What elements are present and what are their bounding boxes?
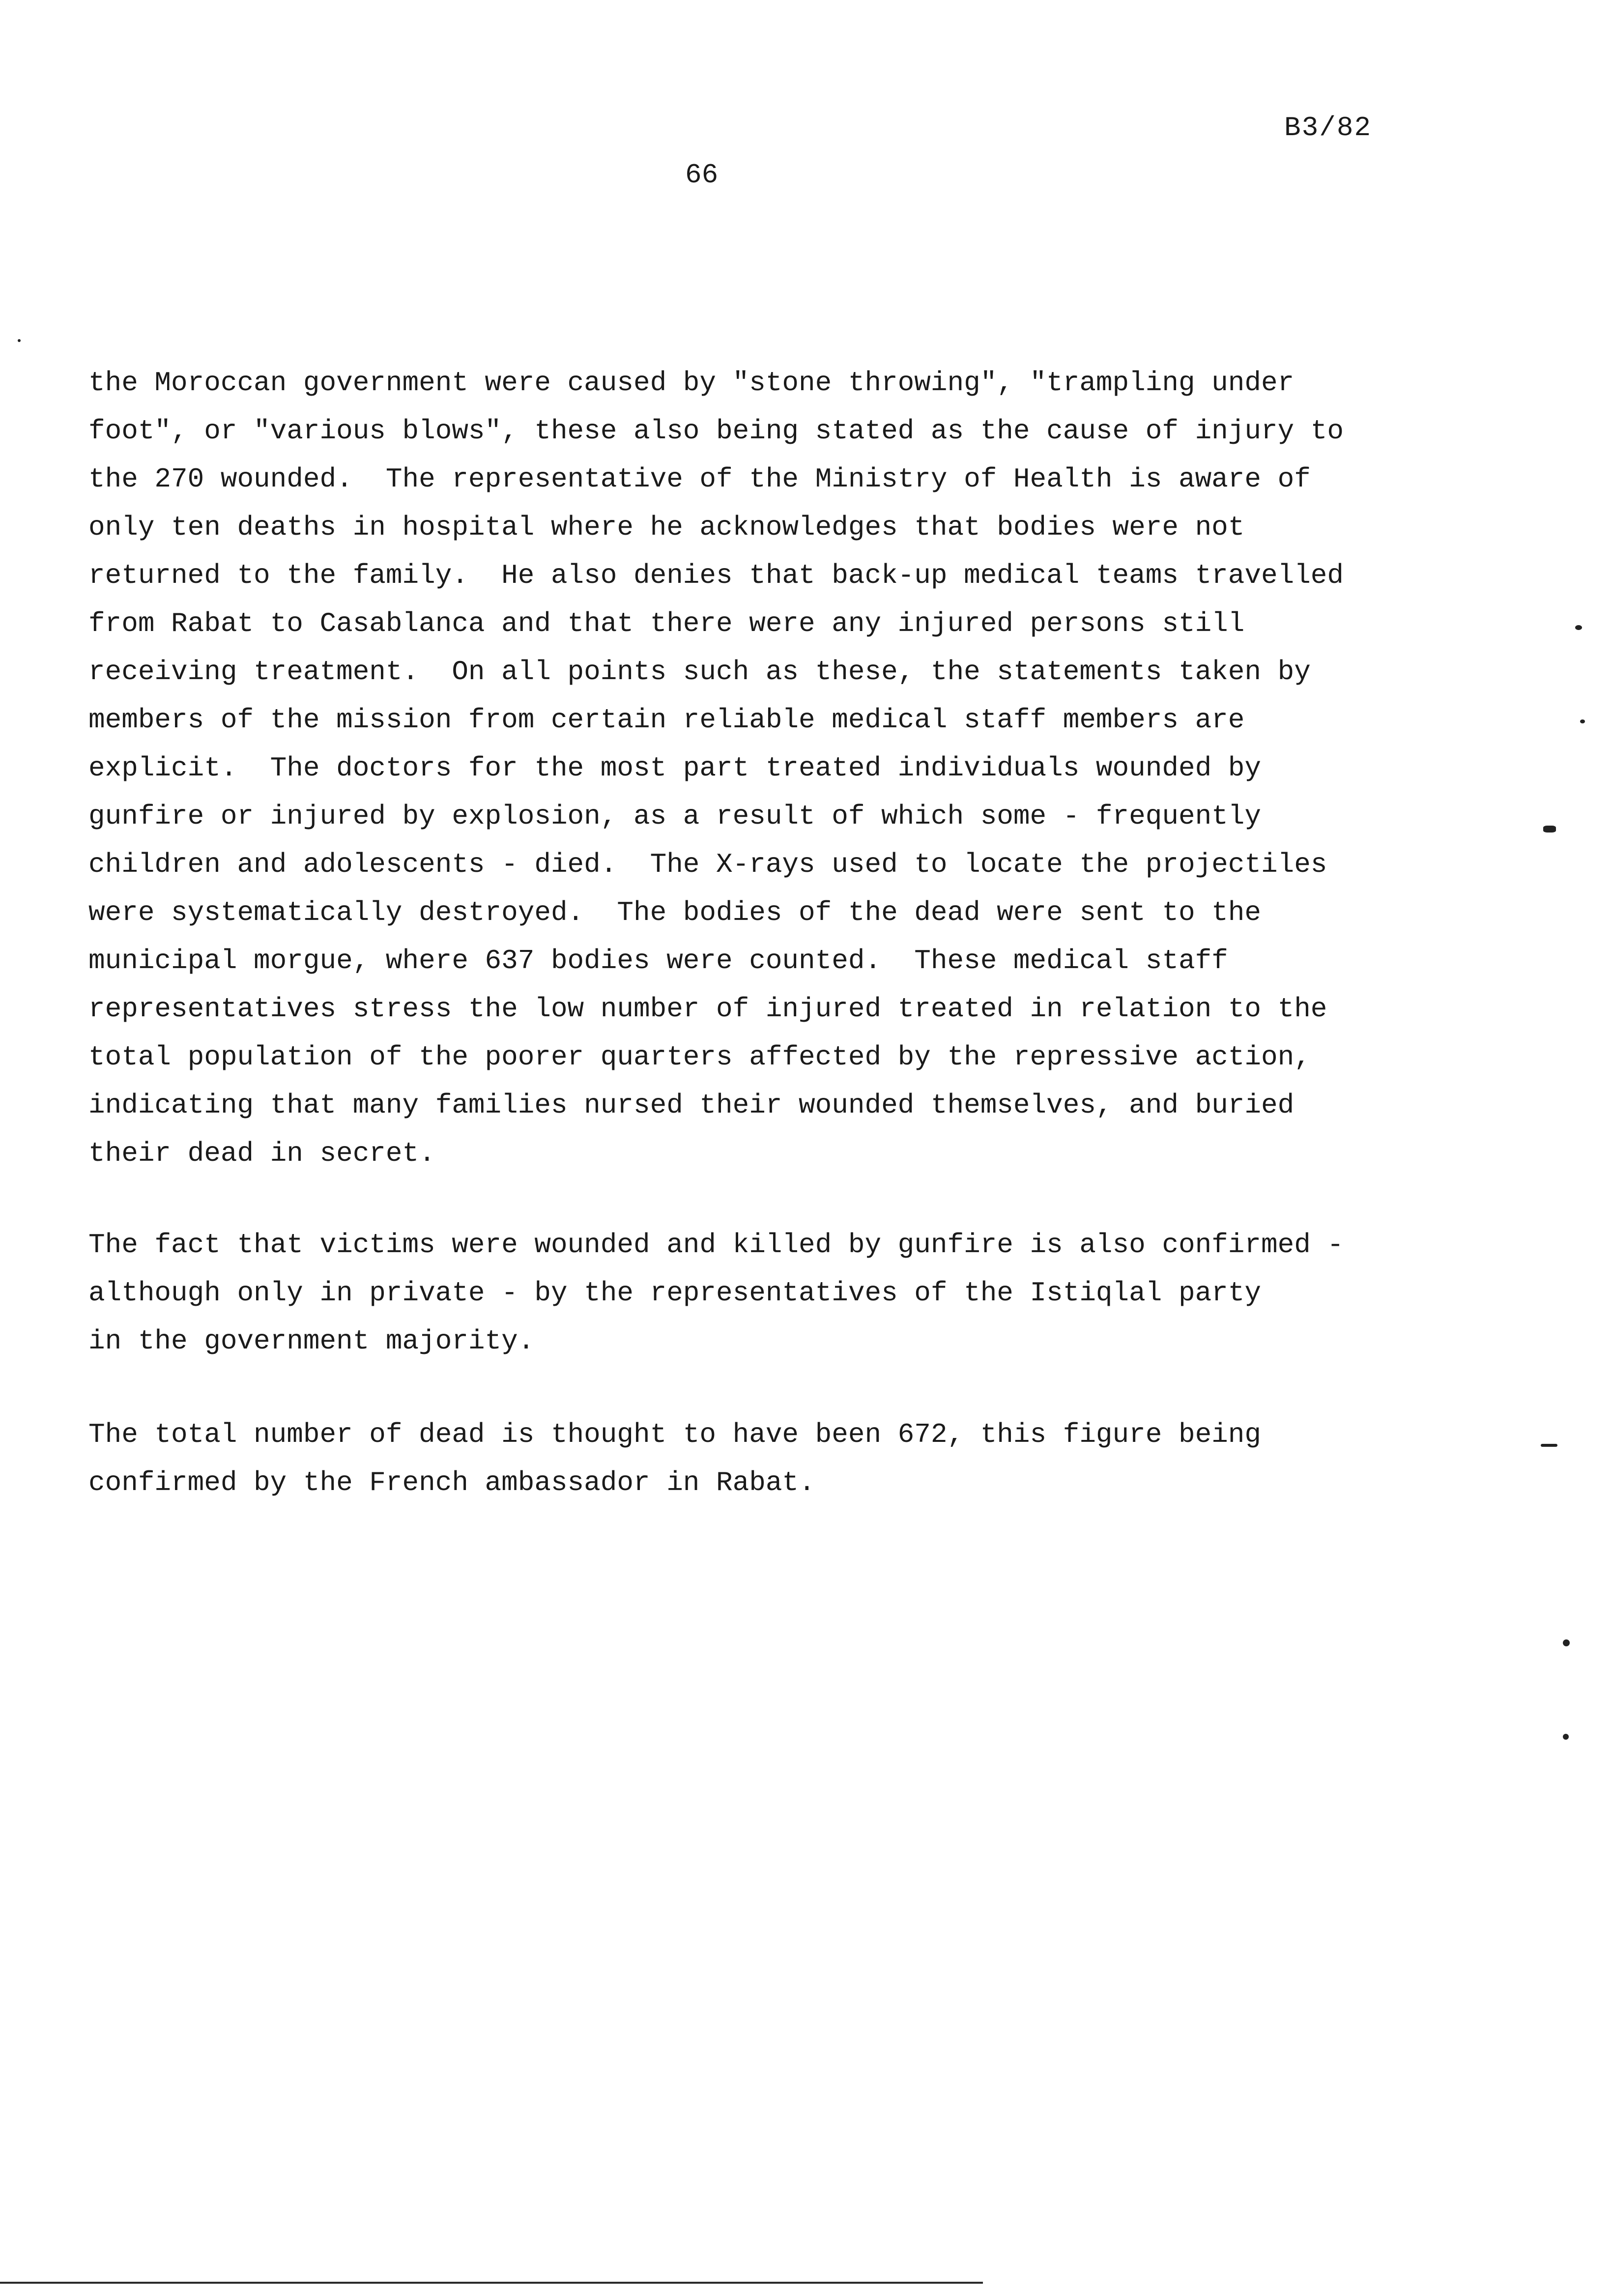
page-number: 66 — [685, 159, 719, 191]
text-line: foot", or "various blows", these also being stated as the cause of injury to — [88, 415, 1344, 447]
text-line: The fact that victims were wounded and killed by gunfire is also confirmed - — [88, 1229, 1344, 1261]
bottom-rule — [0, 2282, 983, 2284]
text-line: members of the mission from certain reliable medical staff members are — [88, 704, 1245, 736]
text-line: municipal morgue, where 637 bodies were counted. These medical staff — [88, 945, 1228, 976]
text-line: the 270 wounded. The representative of the Ministry of Health is aware of — [88, 463, 1311, 495]
scan-speck — [1580, 719, 1585, 723]
scan-speck — [1575, 625, 1582, 630]
text-line: although only in private - by the representatives of the Istiqlal party — [88, 1277, 1261, 1309]
text-line: total population of the poorer quarters affected by the repressive action, — [88, 1041, 1311, 1073]
text-line: in the government majority. — [88, 1325, 535, 1357]
text-line: only ten deaths in hospital where he acknowledges that bodies were not — [88, 512, 1245, 543]
paragraph — [88, 359, 1366, 1177]
text-line: representatives stress the low number of injured treated in relation to the — [88, 993, 1327, 1025]
scan-speck — [1543, 826, 1556, 832]
text-line: explicit. The doctors for the most part treated individuals wounded by — [88, 752, 1261, 784]
paragraph — [88, 1410, 1366, 1507]
page-reference: B3/82 — [1284, 112, 1372, 144]
scan-speck — [1563, 1639, 1570, 1646]
text-line: gunfire or injured by explosion, as a result of which some - frequently — [88, 801, 1261, 832]
scan-speck — [18, 339, 21, 342]
text-line: the Moroccan government were caused by "stone throwing", "trampling under — [88, 367, 1295, 399]
text-line: confirmed by the French ambassador in Rabat. — [88, 1467, 815, 1498]
text-line: from Rabat to Casablanca and that there were any injured persons still — [88, 608, 1245, 639]
text-line: their dead in secret. — [88, 1138, 435, 1169]
text-line: indicating that many families nursed their wounded themselves, and buried — [88, 1090, 1295, 1121]
text-line: were systematically destroyed. The bodies of the dead were sent to the — [88, 897, 1261, 928]
scan-speck — [1563, 1734, 1569, 1740]
text-line: The total number of dead is thought to have been 672, this figure being — [88, 1419, 1261, 1450]
text-line: children and adolescents - died. The X-rays used to locate the projectiles — [88, 849, 1327, 880]
text-line: receiving treatment. On all points such as these, the statements taken by — [88, 656, 1311, 688]
scan-speck — [1541, 1444, 1557, 1447]
paragraph — [88, 1221, 1366, 1365]
text-line: returned to the family. He also denies that back-up medical teams travelled — [88, 560, 1344, 591]
